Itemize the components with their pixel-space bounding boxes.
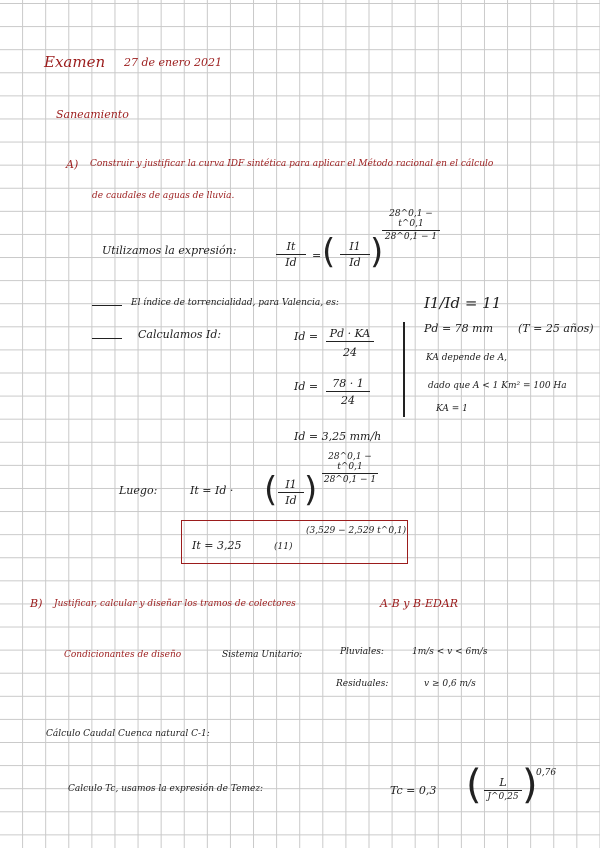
note-pd: Pd = 78 mm [424,322,494,335]
formula-base-fraction [340,240,370,269]
exponent-numerator: 28^0,1 − t^0,1 [389,209,433,229]
calc-id-label: Calculamos Id: [138,328,222,341]
base-denominator: Id [349,256,361,269]
residuales-value: v ≥ 0,6 m/s [424,679,476,689]
fraction-bar [326,341,374,342]
note-ka-value: KA = 1 [436,404,468,414]
torrentiality-text: El índice de torrencialidad, para Valencia, es: [131,298,339,308]
right-paren: ) [304,470,318,510]
fraction-bar [484,790,522,791]
formula-lhs-fraction [276,240,306,269]
id-formula-fraction [326,327,374,359]
design-conditions-title: Condicionantes de diseño [64,650,182,660]
base-numerator: I1 [349,240,361,253]
fraction-bar [322,473,378,474]
formula-intro: Utilizamos la expresión: [102,244,237,257]
formula-exponent-fraction [382,209,440,242]
tc-denominator: J^0,25 [487,792,519,802]
note-dado: dado que A < 1 Km² = 100 Ha [428,381,567,391]
notes-brace [403,322,405,417]
tc-fraction [484,776,522,802]
bullet-dash [92,305,122,306]
boxed-exponent: (3,529 − 2,529 t^0,1) [306,526,407,536]
bullet-dash [92,338,122,339]
note-ka: KA depende de A, [426,353,507,363]
exam-title: Examen [44,53,106,71]
tc-numerator: L [499,776,507,789]
luego-base-numerator: I1 [285,478,297,491]
fraction-bar [382,230,440,231]
id-numeric-lhs: Id = [294,380,319,393]
luego-exponent-fraction [322,452,378,485]
part-a-text-line2: de caudales de aguas de lluvia. [92,191,235,201]
equals-sign: = [312,249,322,262]
design-system: Sistema Unitario: [222,650,303,660]
fraction-bar [340,254,370,255]
luego-base-fraction [278,478,304,507]
part-b-segments: A-B y B-EDAR [380,597,459,610]
luego-exponent-denominator: 28^0,1 − 1 [323,475,377,485]
pluviales-value: 1m/s < v < 6m/s [412,647,488,657]
lhs-numerator: It [286,240,296,253]
exponent-denominator: 28^0,1 − 1 [384,232,438,242]
boxed-lhs: It = 3,25 [192,539,242,552]
part-b-text: Justificar, calcular y diseñar los tramos de colectores [54,599,296,609]
luego-base-denominator: Id [285,494,297,507]
id-formula-numerator: Pd · KA [329,327,371,340]
fraction-bar [278,492,304,493]
lhs-denominator: Id [285,256,297,269]
exam-date: 27 de enero 2021 [124,56,223,69]
id-formula-lhs: Id = [294,330,319,343]
tc-lhs: Tc = 0,3 [390,784,437,797]
id-formula-denominator: 24 [343,346,357,359]
part-a-label: A) [66,158,79,171]
tc-exponent: 0,76 [536,768,557,778]
torrentiality-value: I1/Id = 11 [424,294,502,312]
right-paren: ) [370,232,384,272]
fraction-bar [276,254,306,255]
note-return-period: (T = 25 años) [518,322,594,335]
part-a-text-line1: Construir y justificar la curva IDF sintética para aplicar el Método racional en el cálculo [90,159,494,169]
luego-exponent-numerator: 28^0,1 − t^0,1 [328,452,372,472]
part-b-label: B) [30,597,43,610]
id-numeric-denominator: 24 [341,394,355,407]
fraction-bar [326,391,370,392]
luego-lhs: It = Id · [190,484,234,497]
boxed-base: (11) [274,542,293,552]
tc-calc-text: Calculo Tc, usamos la expresión de Temez: [68,784,264,794]
left-paren: ( [264,470,278,510]
section-title: Saneamiento [56,108,129,121]
left-paren: ( [466,762,482,808]
residuales-label: Residuales: [336,679,389,689]
id-numeric-numerator: 78 · 1 [332,377,364,390]
luego-label: Luego: [119,484,158,497]
pluviales-label: Pluviales: [340,647,384,657]
left-paren: ( [322,232,336,272]
id-numeric-fraction [326,377,370,407]
caudal-calc-text: Cálculo Caudal Cuenca natural C-1: [46,729,210,739]
right-paren: ) [522,762,538,808]
id-result: Id = 3,25 mm/h [294,430,382,443]
